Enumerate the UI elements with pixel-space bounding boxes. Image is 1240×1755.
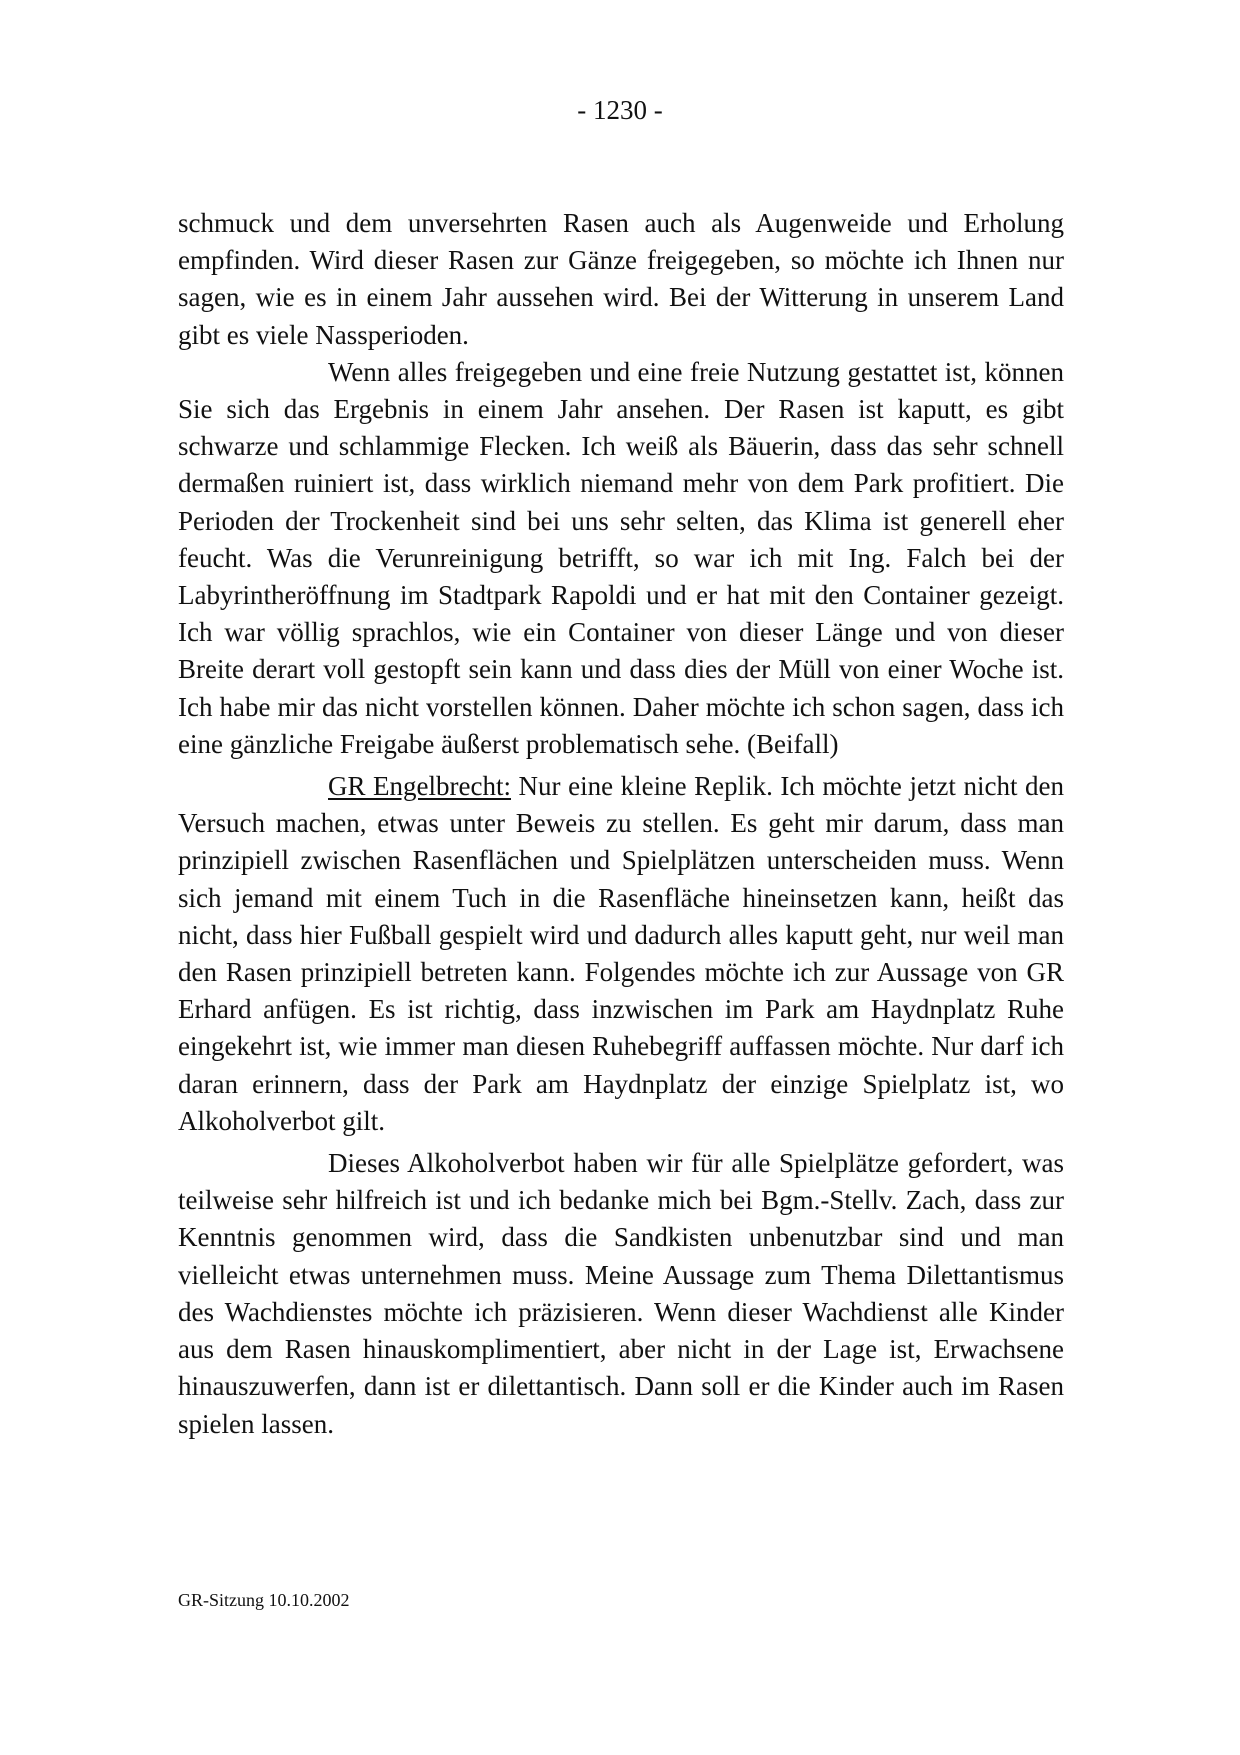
footer-session: GR-Sitzung 10.10.2002 [178, 1590, 350, 1610]
page-number: - 1230 - [577, 95, 663, 125]
paragraph-4: Dieses Alkoholverbot haben wir für alle Spielplätze gefordert, was teilweise sehr hilfreich ist und ich bedanke mich bei Bgm.-Stellv. Zach, dass zur Kenntnis genommen wird, dass die Sandkisten unbenutzbar sind und man vielleicht etwas unternehmen muss. Meine Aussage zum Thema Dilettantismus des Wachdienstes möchte ich präzisieren. Wenn dieser Wachdienst alle Kinder aus dem Rasen hinauskomplimentiert, aber nicht in der Lage ist, Erwachsene hinauszuwerfen, dann ist er dilettantisch. Dann soll er die Kinder auch im Rasen spielen lassen. [178, 1148, 1064, 1439]
paragraph-1: schmuck und dem unversehrten Rasen auch als Augenweide und Erholung empfinden. Wird dieser Rasen zur Gänze freigegeben, so möchte ich Ihnen nur sagen, wie es in einem Jahr aussehen wird. Bei der Witterung in unserem Land gibt es viele Nassperioden. [178, 208, 1064, 350]
paragraph-2: Wenn alles freigegeben und eine freie Nutzung gestattet ist, können Sie sich das Ergebnis in einem Jahr ansehen. Der Rasen ist kaputt, es gibt schwarze und schlammige Flecken. Ich weiß als Bäuerin, dass das sehr schnell dermaßen ruiniert ist, dass wirklich niemand mehr von dem Park profitiert. Die Perioden der Trockenheit sind bei uns sehr selten, das Klima ist generell eher feucht. Was die Verunreinigung betrifft, so war ich mit Ing. Falch bei der Labyrintheröffnung im Stadtpark Rapoldi und er hat mit den Container gezeigt. Ich war völlig sprachlos, wie ein Container von dieser Länge und von dieser Breite derart voll gestopft sein kann und dass dies der Müll von einer Woche ist. Ich habe mir das nicht vorstellen können. Daher möchte ich schon sagen, dass ich eine gänzliche Freigabe äußerst problematisch sehe. (Beifall) [178, 356, 1064, 759]
document-body [178, 205, 1064, 1443]
paragraph-3 [178, 768, 1064, 1140]
speaker-name: GR Engelbrecht: [328, 771, 511, 802]
paragraph-3-text: Nur eine kleine Replik. Ich möchte jetzt nicht den Versuch machen, etwas unter Beweis zu stellen. Es geht mir darum, dass man prinzipiell zwischen Rasenflächen und Spielplätzen unterscheiden muss. Wenn sich jemand mit einem Tuch in die Rasenfläche hineinsetzen kann, heißt das nicht, dass hier Fußball gespielt wird und dadurch alles kaputt geht, nur weil man den Rasen prinzipiell betreten kann. Folgendes möchte ich zur Aussage von GR Erhard anfügen. Es ist richtig, dass inzwischen im Park am Haydnplatz Ruhe eingekehrt ist, wie immer man diesen Ruhebegriff auffassen möchte. Nur darf ich daran erinnern, dass der Park am Haydnplatz der einzige Spielplatz ist, wo Alkoholverbot gilt. [178, 771, 1064, 1136]
